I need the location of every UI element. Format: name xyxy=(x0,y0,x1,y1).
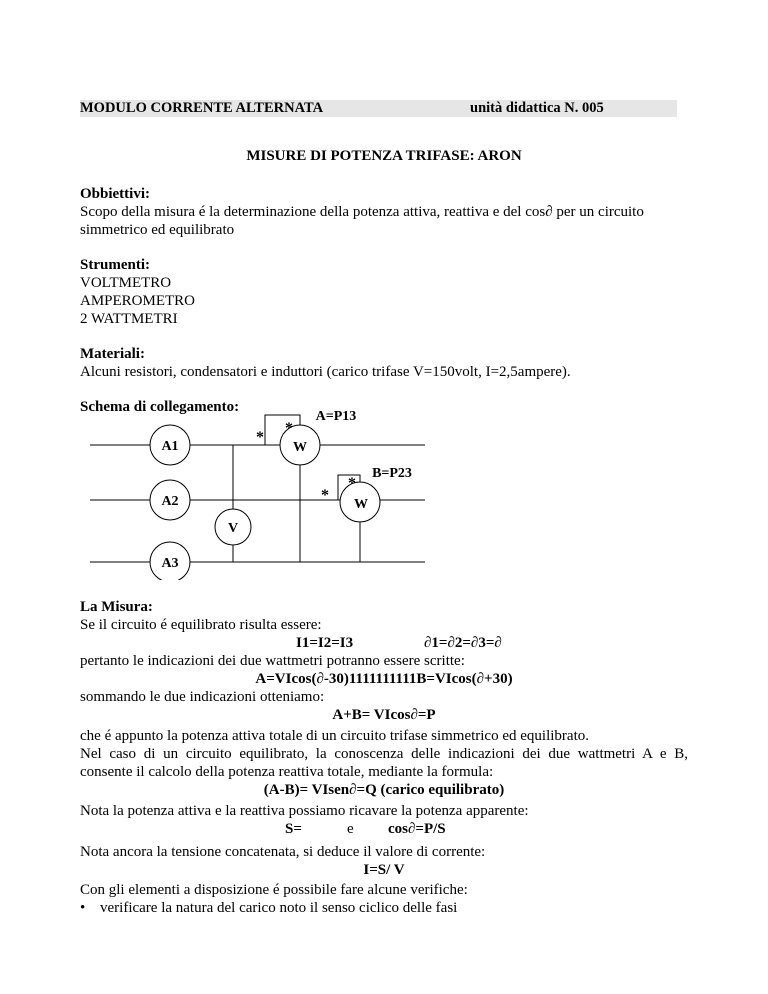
p13-label: A=P13 xyxy=(315,409,357,424)
unit-number: unità didattica N. 005 xyxy=(470,100,604,116)
equation-angles: ∂1=∂2=∂3=∂ xyxy=(424,635,502,651)
polarity-star: * xyxy=(256,429,264,446)
polarity-star: * xyxy=(285,420,293,437)
equation-conjunction: e xyxy=(347,821,354,837)
wattmeter-2-label: W xyxy=(354,497,368,512)
header-bar xyxy=(80,100,677,117)
module-name: MODULO CORRENTE ALTERNATA xyxy=(80,100,324,116)
measure-text: Nel caso di un circuito equilibrato, la conoscenza delle indicazioni dei due wattmetri A e B, xyxy=(80,746,688,762)
objectives-line-2: simmetrico ed equilibrato xyxy=(80,222,235,238)
bullet-item: verificare la natura del carico noto il senso ciclico delle fasi xyxy=(100,900,458,916)
ammeter-a2-label: A2 xyxy=(161,494,179,509)
instrument-item: 2 WATTMETRI xyxy=(80,311,178,327)
equation-reactive-power: (A-B)= VIsen∂=Q (carico equilibrato) xyxy=(263,782,505,798)
p23-label: B=P23 xyxy=(372,466,412,481)
objectives-line-1: Scopo della misura é la determinazione della potenza attiva, reattiva e del cos∂ per un circuito xyxy=(80,204,644,220)
objectives-heading: Obbiettivi: xyxy=(80,186,150,202)
equation-active-power: A+B= VIcos∂=P xyxy=(332,707,436,723)
instrument-item: AMPEROMETRO xyxy=(80,293,196,309)
page-title: MISURE DI POTENZA TRIFASE: ARON xyxy=(246,148,522,164)
materials-text: Alcuni resistori, condensatori e induttori (carico trifase V=150volt, I=2,5ampere). xyxy=(80,364,571,380)
ammeter-a3-label: A3 xyxy=(161,556,179,571)
measure-text: Nota ancora la tensione concatenata, si deduce il valore di corrente: xyxy=(80,844,486,860)
instruments-heading: Strumenti: xyxy=(80,257,150,273)
equation-apparent-power: S= xyxy=(285,821,302,837)
measure-text: Nota la potenza attiva e la reattiva possiamo ricavare la potenza apparente: xyxy=(80,803,529,819)
instrument-item: VOLTMETRO xyxy=(80,275,172,291)
wattmeter-1-label: W xyxy=(293,440,307,455)
polarity-star: * xyxy=(348,475,356,492)
measure-text: sommando le due indicazioni otteniamo: xyxy=(80,689,325,705)
measure-text: Se il circuito é equilibrato risulta essere: xyxy=(80,617,322,633)
ammeter-a1-label: A1 xyxy=(161,439,179,454)
schema-heading: Schema di collegamento: xyxy=(80,399,240,415)
measure-text: consente il calcolo della potenza reattiva totale, mediante la formula: xyxy=(80,764,494,780)
measure-heading: La Misura: xyxy=(80,599,153,615)
voltmeter-label: V xyxy=(227,521,239,536)
polarity-star: * xyxy=(321,487,329,504)
equation-power-factor: cos∂=P/S xyxy=(388,821,446,837)
equation-currents: I1=I2=I3 xyxy=(296,635,354,651)
bullet-symbol: • xyxy=(80,900,86,916)
measure-text: pertanto le indicazioni dei due wattmetri potranno essere scritte: xyxy=(80,653,465,669)
circuit-diagram xyxy=(80,405,440,580)
equation-wattmeters: A=VIcos(∂-30)1111111111B=VIcos(∂+30) xyxy=(255,671,513,687)
measure-text: che é appunto la potenza attiva totale di un circuito trifase simmetrico ed equilibrato. xyxy=(80,728,589,744)
equation-current: I=S/ V xyxy=(363,862,405,878)
materials-heading: Materiali: xyxy=(80,346,145,362)
measure-text: Con gli elementi a disposizione é possibile fare alcune verifiche: xyxy=(80,882,468,898)
